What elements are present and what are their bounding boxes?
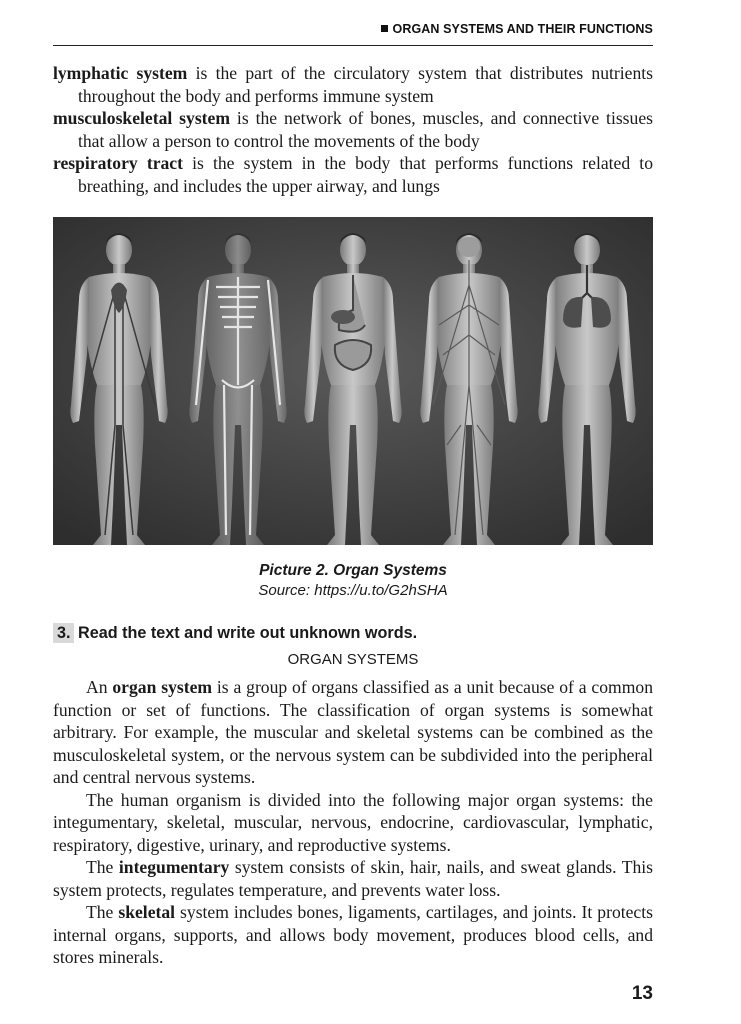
organ-systems-illustration	[53, 217, 653, 545]
glossary-entry	[53, 62, 653, 107]
key-term: organ system	[112, 677, 213, 697]
glossary-term: lymphatic system	[53, 63, 188, 83]
glossary-entry	[53, 107, 653, 152]
section-body	[53, 676, 653, 969]
running-header	[53, 18, 653, 46]
header-title: ORGAN SYSTEMS AND THEIR FUNCTIONS	[381, 22, 653, 36]
page-number: 13	[631, 983, 653, 1004]
paragraph: The human organism is divided into the following major organ systems: the integumentary, skeletal, muscular, nervous, endocrine, cardiovascular, lymphatic, respiratory, digestive, urinary, and reproductive systems.	[53, 789, 653, 855]
glossary-definition: is the part of the circulatory system that distributes nutrients throughout the body and performs immune system	[78, 63, 653, 106]
figure-caption	[53, 561, 653, 601]
paragraph: The integumentary system consists of skin, hair, nails, and sweat glands. This system protects, regulates temperature, and prevents water loss.	[53, 857, 653, 900]
key-term: skeletal	[118, 902, 176, 922]
glossary-term: musculoskeletal system	[53, 108, 230, 128]
section-title: ORGAN SYSTEMS	[287, 651, 419, 668]
task-number: 3.	[53, 623, 74, 643]
task-instruction: Read the text and write out unknown words.	[78, 624, 418, 642]
caption-source: Source: https://u.to/G2hSHA	[258, 582, 448, 599]
key-term: integumentary	[118, 857, 230, 877]
glossary-entry	[53, 152, 653, 197]
glossary-term: respiratory tract	[53, 153, 183, 173]
glossary	[53, 62, 653, 197]
organ-systems-figure	[53, 217, 653, 545]
paragraph: An organ system is a group of organs classified as a unit because of a common function or set of functions. The classification of organ systems is somewhat arbitrary. For example, the muscular and skeletal systems can be combined as the musculoskeletal system, or the nervous system can be subdivided into the peripheral and central nervous systems.	[53, 677, 654, 787]
task-heading	[53, 623, 417, 643]
glossary-definition: is the system in the body that performs functions related to breathing, and includes the upper airway, and lungs	[78, 153, 653, 196]
caption-title: Picture 2. Organ Systems	[259, 562, 447, 579]
paragraph: The skeletal system includes bones, ligaments, cartilages, and joints. It protects internal organs, supports, and allows body movement, produces blood cells, and stores minerals.	[53, 902, 653, 967]
glossary-definition: is the network of bones, muscles, and connective tissues that allow a person to control the movements of the body	[78, 108, 653, 151]
square-bullet-icon	[381, 25, 388, 32]
